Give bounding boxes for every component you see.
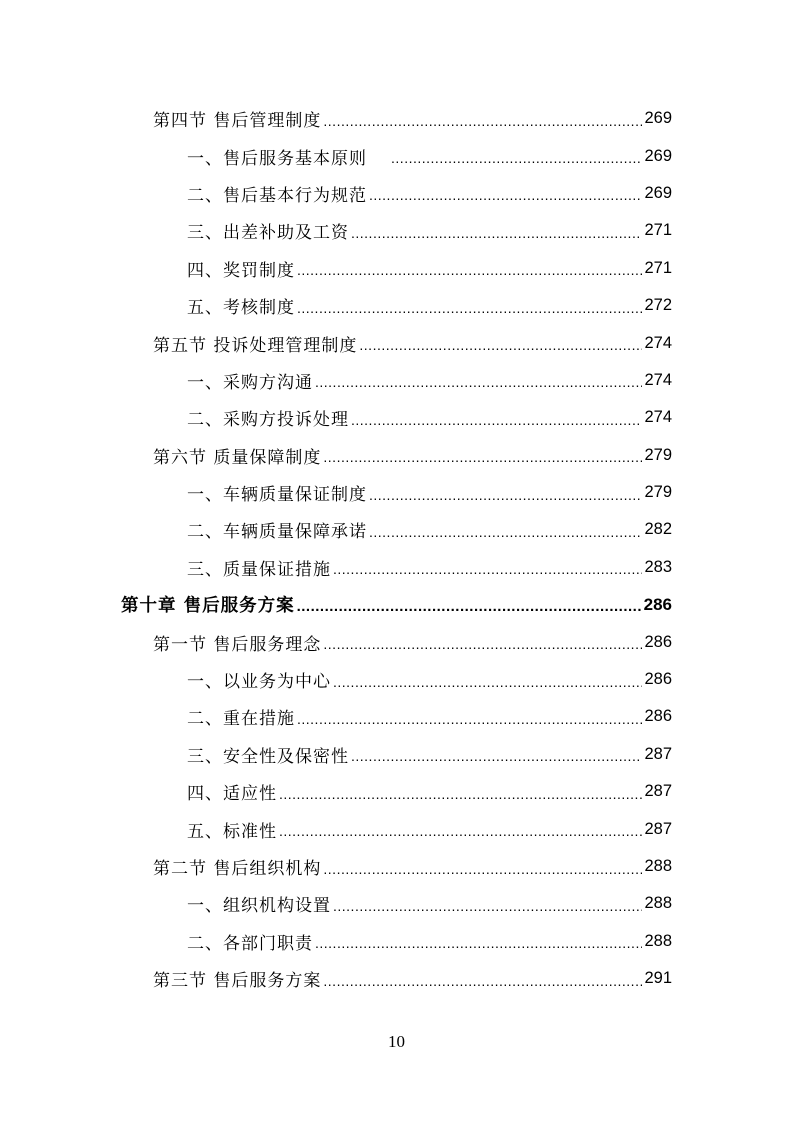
toc-entry-item[interactable] bbox=[0, 287, 793, 324]
toc-entry-page: 269 bbox=[644, 183, 672, 202]
toc-entry-item[interactable] bbox=[0, 661, 793, 698]
toc-dot-leader bbox=[391, 150, 642, 166]
toc-dot-leader bbox=[333, 898, 642, 914]
toc-entry-item[interactable] bbox=[0, 511, 793, 548]
page-number: 10 bbox=[388, 1032, 405, 1051]
toc-dot-leader bbox=[369, 487, 642, 503]
toc-entry-page: 282 bbox=[644, 520, 672, 539]
toc-entry-page: 287 bbox=[644, 744, 672, 763]
toc-dot-leader bbox=[323, 636, 642, 652]
toc-entry-title: 三、质量保证措施 bbox=[187, 559, 331, 580]
toc-entry-title: 一、以业务为中心 bbox=[187, 672, 331, 693]
toc-dot-leader bbox=[333, 561, 642, 577]
toc-entry-title: 三、安全性及保密性 bbox=[187, 746, 349, 767]
toc-dot-leader bbox=[323, 973, 642, 989]
toc-entry-page: 274 bbox=[644, 408, 672, 427]
toc-entry-section[interactable] bbox=[0, 324, 793, 361]
toc-entry-title: 第三节 售后服务方案 bbox=[153, 971, 322, 992]
toc-dot-leader bbox=[279, 823, 642, 839]
toc-dot-leader bbox=[351, 412, 642, 428]
toc-entry-page: 291 bbox=[644, 969, 672, 988]
toc-entry-item[interactable] bbox=[0, 250, 793, 287]
toc-entry-chapter[interactable] bbox=[0, 586, 793, 623]
toc-entry-item[interactable] bbox=[0, 773, 793, 810]
toc-entry-item[interactable] bbox=[0, 885, 793, 922]
toc-entry-title: 一、车辆质量保证制度 bbox=[187, 485, 367, 506]
toc-entry-page: 286 bbox=[644, 670, 672, 689]
toc-dot-leader bbox=[315, 374, 642, 390]
toc-dot-leader bbox=[359, 337, 642, 353]
toc-dot-leader bbox=[351, 225, 642, 241]
toc-entry-title: 一、组织机构设置 bbox=[187, 896, 331, 917]
toc-entry-page: 286 bbox=[644, 632, 672, 651]
toc-entry-page: 283 bbox=[644, 557, 672, 576]
toc-dot-leader bbox=[297, 598, 642, 615]
toc-entry-item[interactable] bbox=[0, 362, 793, 399]
toc-entry-title: 四、奖罚制度 bbox=[187, 260, 295, 281]
toc-entry-title: 二、各部门职责 bbox=[187, 933, 313, 954]
toc-entry-title: 第一节 售后服务理念 bbox=[153, 634, 322, 655]
toc-entry-page: 286 bbox=[644, 707, 672, 726]
toc-dot-leader bbox=[297, 300, 642, 316]
toc-entry-title: 第五节 投诉处理管理制度 bbox=[153, 335, 358, 356]
toc-entry-item[interactable] bbox=[0, 137, 793, 174]
toc-entry-title: 二、重在措施 bbox=[187, 709, 295, 730]
toc-entry-page: 269 bbox=[644, 146, 672, 165]
toc-entry-section[interactable] bbox=[0, 437, 793, 474]
toc-entry-item[interactable] bbox=[0, 474, 793, 511]
toc-entry-item[interactable] bbox=[0, 549, 793, 586]
toc-entry-item[interactable] bbox=[0, 810, 793, 847]
toc-entry-item[interactable] bbox=[0, 736, 793, 773]
toc-entry-title: 二、车辆质量保障承诺 bbox=[187, 522, 367, 543]
toc-entry-section[interactable] bbox=[0, 623, 793, 660]
toc-dot-leader bbox=[351, 748, 642, 764]
toc-entry-page: 288 bbox=[644, 931, 672, 950]
toc-dot-leader bbox=[369, 524, 642, 540]
toc-dot-leader bbox=[297, 262, 642, 278]
toc-entry-page: 274 bbox=[644, 370, 672, 389]
toc-dot-leader bbox=[315, 935, 642, 951]
toc-entry-title: 一、采购方沟通 bbox=[187, 372, 313, 393]
toc-entry-page: 272 bbox=[644, 296, 672, 315]
toc-dot-leader bbox=[279, 786, 642, 802]
toc-entry-title: 二、售后基本行为规范 bbox=[187, 185, 367, 206]
toc-entry-page: 274 bbox=[644, 333, 672, 352]
toc-dot-leader bbox=[333, 674, 642, 690]
toc-dot-leader bbox=[323, 113, 642, 129]
toc-entry-title: 三、出差补助及工资 bbox=[187, 223, 349, 244]
toc-dot-leader bbox=[323, 861, 642, 877]
toc-entry-page: 288 bbox=[644, 894, 672, 913]
toc-entry-page: 279 bbox=[644, 483, 672, 502]
toc-entry-page: 287 bbox=[644, 782, 672, 801]
toc-entry-title: 一、售后服务基本原则 bbox=[187, 148, 367, 169]
toc-entry-item[interactable] bbox=[0, 212, 793, 249]
toc-entry-title: 五、考核制度 bbox=[187, 298, 295, 319]
toc-entry-page: 288 bbox=[644, 857, 672, 875]
toc-dot-leader bbox=[297, 711, 642, 727]
toc-entry-item[interactable] bbox=[0, 698, 793, 735]
toc-entry-page: 286 bbox=[643, 594, 672, 614]
toc-dot-leader bbox=[323, 449, 642, 465]
toc-entry-title: 第四节 售后管理制度 bbox=[153, 111, 322, 132]
toc-entry-item[interactable] bbox=[0, 923, 793, 960]
toc-entry-page: 287 bbox=[644, 819, 672, 838]
toc-entry-page: 269 bbox=[644, 109, 672, 128]
toc-entry-title: 第六节 质量保障制度 bbox=[153, 447, 322, 468]
toc-entry-title: 五、标准性 bbox=[187, 821, 277, 842]
toc-entry-item[interactable] bbox=[0, 399, 793, 436]
toc-entry-section[interactable] bbox=[0, 960, 793, 997]
toc-entry-page: 271 bbox=[644, 221, 672, 240]
toc-entry-item[interactable] bbox=[0, 175, 793, 212]
toc-entry-title: 四、适应性 bbox=[187, 784, 277, 805]
toc-entry-page: 271 bbox=[644, 258, 672, 277]
toc-entry-title: 二、采购方投诉处理 bbox=[187, 410, 349, 431]
toc-entry-title: 第二节 售后组织机构 bbox=[153, 859, 322, 879]
toc-entry-section[interactable] bbox=[0, 100, 793, 137]
toc-dot-leader bbox=[369, 187, 642, 203]
toc-entry-title: 第十章 售后服务方案 bbox=[121, 596, 295, 617]
table-of-contents bbox=[0, 100, 793, 997]
toc-entry-section[interactable] bbox=[0, 848, 793, 885]
toc-entry-page: 279 bbox=[644, 445, 672, 464]
